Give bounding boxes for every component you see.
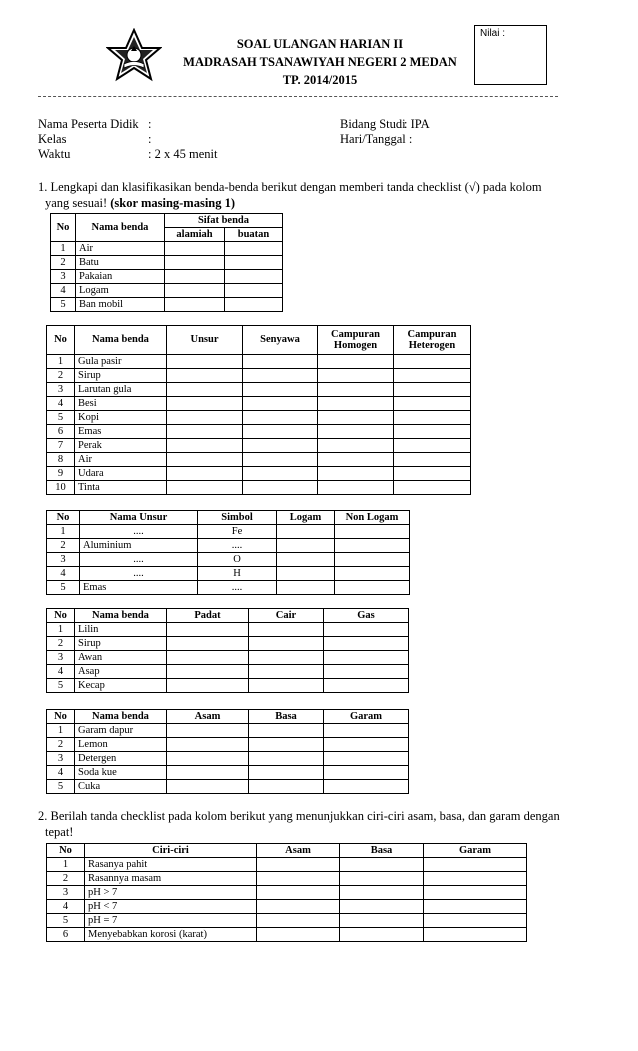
answer-cell[interactable] bbox=[167, 637, 249, 651]
row-name: Menyebabkan korosi (karat) bbox=[85, 928, 257, 942]
row-name: Besi bbox=[75, 397, 167, 411]
row-number: 5 bbox=[47, 780, 75, 794]
t3-header-name: Nama Unsur bbox=[80, 511, 198, 525]
row-number: 3 bbox=[47, 886, 85, 900]
row-number: 4 bbox=[51, 284, 76, 298]
answer-cell[interactable] bbox=[249, 665, 324, 679]
answer-cell[interactable] bbox=[167, 411, 243, 425]
table-row bbox=[47, 439, 471, 453]
table-wujud-zat bbox=[46, 608, 409, 693]
row-number: 2 bbox=[51, 256, 76, 270]
answer-cell[interactable] bbox=[257, 900, 340, 914]
answer-cell[interactable] bbox=[243, 369, 318, 383]
row-number: 1 bbox=[47, 724, 75, 738]
row-number: 6 bbox=[47, 928, 85, 942]
info-time-label: Waktu bbox=[38, 147, 71, 161]
table-row bbox=[47, 914, 527, 928]
row-name: Air bbox=[76, 242, 165, 256]
row-number: 5 bbox=[47, 411, 75, 425]
row-name: Tinta bbox=[75, 481, 167, 495]
row-symbol: .... bbox=[198, 539, 277, 553]
answer-cell[interactable] bbox=[249, 724, 324, 738]
table-row bbox=[47, 679, 409, 693]
info-class-label: Kelas bbox=[38, 132, 67, 146]
answer-cell[interactable] bbox=[340, 872, 424, 886]
table-row bbox=[51, 298, 283, 312]
t3-header-logam: Logam bbox=[277, 511, 335, 525]
table-row bbox=[47, 665, 409, 679]
answer-cell[interactable] bbox=[424, 872, 527, 886]
row-name: Soda kue bbox=[75, 766, 167, 780]
row-number: 8 bbox=[47, 453, 75, 467]
row-name: Detergen bbox=[75, 752, 167, 766]
t6-header-basa: Basa bbox=[340, 844, 424, 858]
answer-cell[interactable] bbox=[167, 383, 243, 397]
t3-header-symbol: Simbol bbox=[198, 511, 277, 525]
row-name: Garam dapur bbox=[75, 724, 167, 738]
row-number: 1 bbox=[47, 355, 75, 369]
answer-cell[interactable] bbox=[318, 397, 394, 411]
answer-cell[interactable] bbox=[167, 724, 249, 738]
answer-cell[interactable] bbox=[340, 886, 424, 900]
answer-cell[interactable] bbox=[277, 581, 335, 595]
row-name: Rasanya pahit bbox=[85, 858, 257, 872]
t4-header-no: No bbox=[47, 609, 75, 623]
question-2-line-1: 2. Berilah tanda checklist pada kolom berikut yang menunjukkan ciri-ciri asam, basa, dan garam dengan bbox=[38, 809, 560, 823]
answer-cell[interactable] bbox=[243, 481, 318, 495]
t6-header-asam: Asam bbox=[257, 844, 340, 858]
t5-header-no: No bbox=[47, 710, 75, 724]
table-unsur-simbol bbox=[46, 510, 410, 595]
row-name: Emas bbox=[80, 581, 198, 595]
answer-cell[interactable] bbox=[324, 738, 409, 752]
table-row bbox=[47, 752, 409, 766]
t4-header-gas: Gas bbox=[324, 609, 409, 623]
answer-cell[interactable] bbox=[225, 256, 283, 270]
table-row bbox=[47, 637, 409, 651]
table-row bbox=[47, 900, 527, 914]
table-row bbox=[47, 567, 410, 581]
answer-cell[interactable] bbox=[394, 369, 471, 383]
answer-cell[interactable] bbox=[249, 738, 324, 752]
row-name: Sirup bbox=[75, 369, 167, 383]
t6-header-garam: Garam bbox=[424, 844, 527, 858]
table-row bbox=[51, 242, 283, 256]
info-subject-value: : IPA bbox=[404, 117, 430, 131]
answer-cell[interactable] bbox=[167, 752, 249, 766]
answer-cell[interactable] bbox=[243, 453, 318, 467]
answer-cell[interactable] bbox=[324, 637, 409, 651]
row-number: 7 bbox=[47, 439, 75, 453]
answer-cell[interactable] bbox=[324, 623, 409, 637]
t2-header-unsur: Unsur bbox=[167, 326, 243, 355]
t1-header-no: No bbox=[51, 214, 76, 242]
answer-cell[interactable] bbox=[277, 539, 335, 553]
row-number: 3 bbox=[51, 270, 76, 284]
table-row bbox=[47, 886, 527, 900]
answer-cell[interactable] bbox=[394, 397, 471, 411]
answer-cell[interactable] bbox=[257, 872, 340, 886]
row-symbol: H bbox=[198, 567, 277, 581]
t4-header-name: Nama benda bbox=[75, 609, 167, 623]
t5-header-basa: Basa bbox=[249, 710, 324, 724]
t6-header-ciri: Ciri-ciri bbox=[85, 844, 257, 858]
row-number: 4 bbox=[47, 665, 75, 679]
answer-cell[interactable] bbox=[324, 665, 409, 679]
row-name: Gula pasir bbox=[75, 355, 167, 369]
row-name: Lemon bbox=[75, 738, 167, 752]
table-row bbox=[51, 284, 283, 298]
answer-cell[interactable] bbox=[243, 425, 318, 439]
table-row bbox=[47, 425, 471, 439]
answer-cell[interactable] bbox=[394, 467, 471, 481]
row-name: Ban mobil bbox=[76, 298, 165, 312]
table-row bbox=[51, 256, 283, 270]
row-name: Larutan gula bbox=[75, 383, 167, 397]
answer-cell[interactable] bbox=[394, 355, 471, 369]
t3-header-no: No bbox=[47, 511, 80, 525]
row-name: Emas bbox=[75, 425, 167, 439]
row-name: Air bbox=[75, 453, 167, 467]
answer-cell[interactable] bbox=[165, 256, 225, 270]
answer-cell[interactable] bbox=[424, 858, 527, 872]
answer-cell[interactable] bbox=[318, 439, 394, 453]
answer-cell[interactable] bbox=[167, 481, 243, 495]
row-number: 1 bbox=[47, 858, 85, 872]
answer-cell[interactable] bbox=[257, 858, 340, 872]
t2-header-senyawa: Senyawa bbox=[243, 326, 318, 355]
table-sifat-benda bbox=[50, 213, 283, 312]
answer-cell[interactable] bbox=[167, 397, 243, 411]
answer-cell[interactable] bbox=[225, 242, 283, 256]
table-row bbox=[47, 553, 410, 567]
info-subject-label: Bidang Studi bbox=[340, 117, 406, 131]
answer-cell[interactable] bbox=[394, 425, 471, 439]
row-name: Udara bbox=[75, 467, 167, 481]
answer-cell[interactable] bbox=[249, 651, 324, 665]
answer-cell[interactable] bbox=[167, 369, 243, 383]
answer-cell[interactable] bbox=[318, 411, 394, 425]
row-name: Asap bbox=[75, 665, 167, 679]
row-name: Awan bbox=[75, 651, 167, 665]
answer-cell[interactable] bbox=[324, 724, 409, 738]
answer-cell[interactable] bbox=[165, 242, 225, 256]
row-symbol: Fe bbox=[198, 525, 277, 539]
info-name-value: : bbox=[148, 117, 152, 131]
row-number: 9 bbox=[47, 467, 75, 481]
row-number: 1 bbox=[47, 623, 75, 637]
answer-cell[interactable] bbox=[257, 928, 340, 942]
answer-cell[interactable] bbox=[394, 453, 471, 467]
answer-cell[interactable] bbox=[243, 397, 318, 411]
row-number: 3 bbox=[47, 383, 75, 397]
row-name: Lilin bbox=[75, 623, 167, 637]
table-row bbox=[47, 581, 410, 595]
answer-cell[interactable] bbox=[394, 411, 471, 425]
row-number: 2 bbox=[47, 539, 80, 553]
answer-cell[interactable] bbox=[324, 780, 409, 794]
t2-header-no: No bbox=[47, 326, 75, 355]
table-row bbox=[51, 270, 283, 284]
table-row bbox=[47, 872, 527, 886]
answer-cell[interactable] bbox=[167, 738, 249, 752]
table-row bbox=[47, 651, 409, 665]
table-row bbox=[47, 724, 409, 738]
answer-cell[interactable] bbox=[335, 581, 410, 595]
t2-header-homogen: Campuran Homogen bbox=[318, 326, 394, 355]
row-number: 4 bbox=[47, 900, 85, 914]
answer-cell[interactable] bbox=[167, 780, 249, 794]
row-name: pH < 7 bbox=[85, 900, 257, 914]
row-number: 3 bbox=[47, 752, 75, 766]
table-row bbox=[47, 397, 471, 411]
answer-cell[interactable] bbox=[318, 383, 394, 397]
answer-cell[interactable] bbox=[394, 439, 471, 453]
table-row bbox=[47, 369, 471, 383]
answer-cell[interactable] bbox=[165, 298, 225, 312]
table-row bbox=[47, 481, 471, 495]
t3-header-nonlogam: Non Logam bbox=[335, 511, 410, 525]
answer-cell[interactable] bbox=[243, 411, 318, 425]
row-name: Sirup bbox=[75, 637, 167, 651]
answer-cell[interactable] bbox=[340, 858, 424, 872]
answer-cell[interactable] bbox=[225, 298, 283, 312]
row-number: 5 bbox=[47, 679, 75, 693]
info-time-value: : 2 x 45 menit bbox=[148, 147, 218, 161]
answer-cell[interactable] bbox=[249, 752, 324, 766]
question-1-line-2 bbox=[45, 196, 235, 211]
answer-cell[interactable] bbox=[249, 766, 324, 780]
answer-cell[interactable] bbox=[424, 914, 527, 928]
row-name: .... bbox=[80, 553, 198, 567]
row-name: Batu bbox=[76, 256, 165, 270]
row-number: 2 bbox=[47, 369, 75, 383]
table-row bbox=[47, 453, 471, 467]
answer-cell[interactable] bbox=[249, 780, 324, 794]
answer-cell[interactable] bbox=[340, 900, 424, 914]
answer-cell[interactable] bbox=[249, 637, 324, 651]
answer-cell[interactable] bbox=[167, 355, 243, 369]
table-row bbox=[47, 539, 410, 553]
table-row bbox=[47, 858, 527, 872]
row-symbol: .... bbox=[198, 581, 277, 595]
info-name-label: Nama Peserta Didik bbox=[38, 117, 139, 131]
question-1-line-1: 1. Lengkapi dan klasifikasikan benda-benda berikut dengan memberi tanda checklist (√) pada kolom bbox=[38, 180, 542, 194]
t1-header-name: Nama benda bbox=[76, 214, 165, 242]
row-number: 3 bbox=[47, 553, 80, 567]
row-number: 2 bbox=[47, 637, 75, 651]
table-row bbox=[47, 738, 409, 752]
answer-cell[interactable] bbox=[277, 567, 335, 581]
t1-header-group: Sifat benda bbox=[165, 214, 283, 228]
answer-cell[interactable] bbox=[167, 467, 243, 481]
row-number: 4 bbox=[47, 397, 75, 411]
row-number: 6 bbox=[47, 425, 75, 439]
row-number: 1 bbox=[47, 525, 80, 539]
answer-cell[interactable] bbox=[335, 539, 410, 553]
table-ciri-ciri bbox=[46, 843, 527, 942]
answer-cell[interactable] bbox=[167, 766, 249, 780]
answer-cell[interactable] bbox=[257, 914, 340, 928]
answer-cell[interactable] bbox=[167, 651, 249, 665]
answer-cell[interactable] bbox=[165, 284, 225, 298]
answer-cell[interactable] bbox=[318, 481, 394, 495]
row-number: 1 bbox=[51, 242, 76, 256]
row-name: .... bbox=[80, 525, 198, 539]
answer-cell[interactable] bbox=[318, 355, 394, 369]
row-number: 2 bbox=[47, 738, 75, 752]
answer-cell[interactable] bbox=[318, 425, 394, 439]
answer-cell[interactable] bbox=[249, 623, 324, 637]
answer-cell[interactable] bbox=[324, 752, 409, 766]
t4-header-cair: Cair bbox=[249, 609, 324, 623]
table-row bbox=[47, 525, 410, 539]
table-row bbox=[47, 780, 409, 794]
row-number: 5 bbox=[47, 914, 85, 928]
question-2-line-2: tepat! bbox=[45, 825, 74, 839]
row-name: pH > 7 bbox=[85, 886, 257, 900]
answer-cell[interactable] bbox=[243, 355, 318, 369]
answer-cell[interactable] bbox=[167, 453, 243, 467]
answer-cell[interactable] bbox=[424, 900, 527, 914]
answer-cell[interactable] bbox=[335, 525, 410, 539]
row-name: Pakaian bbox=[76, 270, 165, 284]
answer-cell[interactable] bbox=[335, 567, 410, 581]
row-name: Cuka bbox=[75, 780, 167, 794]
t5-header-asam: Asam bbox=[167, 710, 249, 724]
answer-cell[interactable] bbox=[225, 270, 283, 284]
table-row bbox=[47, 467, 471, 481]
answer-cell[interactable] bbox=[167, 679, 249, 693]
t5-header-name: Nama benda bbox=[75, 710, 167, 724]
table-row bbox=[47, 928, 527, 942]
answer-cell[interactable] bbox=[394, 383, 471, 397]
answer-cell[interactable] bbox=[324, 766, 409, 780]
answer-cell[interactable] bbox=[277, 553, 335, 567]
answer-cell[interactable] bbox=[167, 425, 243, 439]
row-name: .... bbox=[80, 567, 198, 581]
t1-header-alamiah: alamiah bbox=[165, 228, 225, 242]
info-date-label: Hari/Tanggal : bbox=[340, 132, 413, 146]
table-row bbox=[47, 411, 471, 425]
answer-cell[interactable] bbox=[324, 679, 409, 693]
t1-header-buatan: buatan bbox=[225, 228, 283, 242]
row-number: 4 bbox=[47, 766, 75, 780]
school-name: MADRASAH TSANAWIYAH NEGERI 2 MEDAN bbox=[183, 55, 457, 69]
info-class-value: : bbox=[148, 132, 152, 146]
header-divider bbox=[38, 96, 558, 97]
answer-cell[interactable] bbox=[424, 928, 527, 942]
table-row bbox=[47, 623, 409, 637]
answer-cell[interactable] bbox=[340, 914, 424, 928]
answer-cell[interactable] bbox=[318, 453, 394, 467]
table-unsur-senyawa bbox=[46, 325, 471, 495]
t4-header-padat: Padat bbox=[167, 609, 249, 623]
table-row bbox=[47, 766, 409, 780]
row-name: Rasannya masam bbox=[85, 872, 257, 886]
answer-cell[interactable] bbox=[318, 467, 394, 481]
question-1-instruction: yang sesuai! bbox=[45, 196, 111, 210]
table-asam-basa-garam bbox=[46, 709, 409, 794]
answer-cell[interactable] bbox=[243, 467, 318, 481]
row-number: 3 bbox=[47, 651, 75, 665]
answer-cell[interactable] bbox=[243, 439, 318, 453]
answer-cell[interactable] bbox=[243, 383, 318, 397]
question-1-score-note: (skor masing-masing 1) bbox=[110, 196, 236, 210]
t5-header-garam: Garam bbox=[324, 710, 409, 724]
row-name: Perak bbox=[75, 439, 167, 453]
row-name: pH = 7 bbox=[85, 914, 257, 928]
answer-cell[interactable] bbox=[167, 439, 243, 453]
score-box bbox=[474, 25, 547, 85]
answer-cell[interactable] bbox=[424, 886, 527, 900]
row-number: 5 bbox=[47, 581, 80, 595]
answer-cell[interactable] bbox=[335, 553, 410, 567]
answer-cell[interactable] bbox=[257, 886, 340, 900]
row-number: 5 bbox=[51, 298, 76, 312]
answer-cell[interactable] bbox=[167, 623, 249, 637]
answer-cell[interactable] bbox=[225, 284, 283, 298]
row-number: 4 bbox=[47, 567, 80, 581]
score-label: Nilai : bbox=[480, 28, 506, 39]
answer-cell[interactable] bbox=[277, 525, 335, 539]
row-name: Aluminium bbox=[80, 539, 198, 553]
table-row bbox=[47, 383, 471, 397]
t2-header-heterogen: Campuran Heterogen bbox=[394, 326, 471, 355]
exam-title: SOAL ULANGAN HARIAN II bbox=[236, 37, 404, 51]
row-symbol: O bbox=[198, 553, 277, 567]
answer-cell[interactable] bbox=[394, 481, 471, 495]
answer-cell[interactable] bbox=[249, 679, 324, 693]
answer-cell[interactable] bbox=[318, 369, 394, 383]
row-number: 10 bbox=[47, 481, 75, 495]
t6-header-no: No bbox=[47, 844, 85, 858]
row-name: Kopi bbox=[75, 411, 167, 425]
answer-cell[interactable] bbox=[165, 270, 225, 284]
answer-cell[interactable] bbox=[324, 651, 409, 665]
answer-cell[interactable] bbox=[340, 928, 424, 942]
table-row bbox=[47, 355, 471, 369]
row-name: Logam bbox=[76, 284, 165, 298]
answer-cell[interactable] bbox=[167, 665, 249, 679]
row-number: 2 bbox=[47, 872, 85, 886]
row-name: Kecap bbox=[75, 679, 167, 693]
school-year: TP. 2014/2015 bbox=[282, 73, 358, 87]
t2-header-name: Nama benda bbox=[75, 326, 167, 355]
